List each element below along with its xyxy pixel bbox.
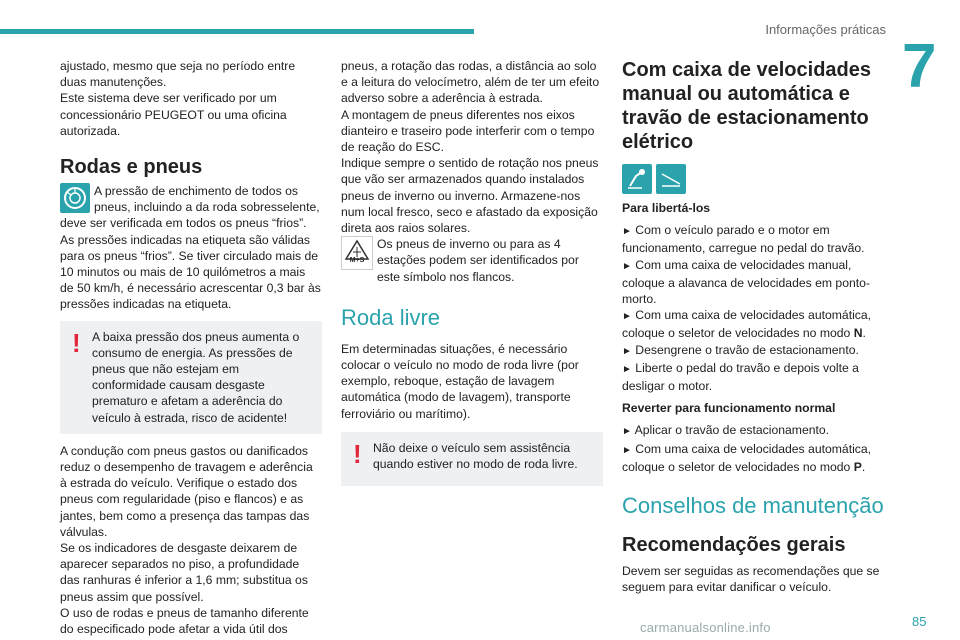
snowflake-mountain-icon [341, 236, 373, 270]
warning-text: A baixa pressão dos pneus aumenta o consumo de energia. As pressões de pneus que não estejam em conformidade causam desgaste prematuro e afetam a aderência do veículo à estrada, risco de acidente! [92, 329, 300, 425]
step-text: Aplicar o travão de estacionamento. [634, 423, 830, 438]
tire-pressure-icon [60, 183, 90, 213]
winter-tire-text: Os pneus de inverno ou para as 4 estações podem ser identificados por este símbolo nos flancos. [377, 237, 579, 284]
step [622, 257, 886, 308]
steps-list [622, 222, 886, 394]
column-1 [60, 58, 322, 637]
section-heading: Conselhos de manutenção [622, 493, 884, 519]
paragraph: As pressões indicadas na etiqueta são válidas para os pneus “frios”. Se tiver circulado mais de 10 minutos ou mais de 10 quilómetros a mais de 50 km/h, é necessário acrescentar 0,3 bar às pressões indicadas na etiqueta. [60, 232, 321, 312]
paragraph: A montagem de pneus diferentes nos eixos dianteiro e traseiro pode interferir com o tempo de reação do ESC. [341, 107, 595, 155]
warning-box [341, 432, 603, 486]
icon-row [622, 164, 886, 194]
paragraph: Indique sempre o sentido de rotação nos pneus que vão ser armazenados quando instalados pneus de inverno ou inverno. Armazene-nos num local fresco, seco e afastado da exposição direta aos raios solares. [341, 156, 599, 236]
step [622, 222, 886, 256]
section-heading: Recomendações gerais [622, 534, 846, 557]
warning-icon: ! [72, 327, 81, 358]
section-heading: Com caixa de velocidades manual ou automática e travão de estacionamento elétrico [622, 59, 872, 153]
arrow-icon: ► [622, 260, 632, 272]
step-text: Com uma caixa de velocidades manual, coloque a alavanca de velocidades em ponto-morto. [622, 257, 870, 307]
page-number: 85 [912, 614, 927, 629]
paragraph: Se os indicadores de desgaste deixarem de aparecer separados no piso, a profundidade das ranhuras é inferior a 1,6 mm; substitua os pneus assim que possível. [60, 541, 308, 604]
header-bar [0, 29, 474, 34]
parking-brake-icon [656, 164, 686, 194]
step [622, 342, 886, 360]
mode-letter: N [853, 326, 863, 341]
intro-paragraph: ajustado, mesmo que seja no período entre duas manutenções. [60, 59, 296, 90]
watermark: carmanualsonline.info [640, 620, 771, 635]
section-title: Informações práticas [765, 22, 886, 37]
warning-icon: ! [353, 438, 362, 469]
step-text: Com uma caixa de velocidades automática, coloque o seletor de velocidades no modo [622, 441, 872, 474]
paragraph: A condução com pneus gastos ou danificados reduz o desempenho de travagem e aderência à estrada do veículo. Verifique o estado dos pneus com regularidade (piso e flancos) e as jantes, bem como a presença das tampas das válvulas. [60, 443, 313, 539]
arrow-icon: ► [622, 345, 632, 357]
column-2 [341, 58, 603, 486]
subheading: Reverter para funcionamento normal [622, 401, 836, 416]
paragraph: O uso de rodas e pneus de tamanho diferente do especificado pode afetar a vida útil dos [60, 605, 309, 637]
step [622, 441, 886, 475]
subheading: Para libertá-los [622, 201, 711, 215]
arrow-icon: ► [622, 363, 632, 375]
ms-label: M+S [349, 257, 365, 265]
paragraph: pneus, a rotação das rodas, a distância ao solo e a leitura do velocímetro, além de ter um efeito adverso sobre a aderência à estrada. [341, 59, 600, 106]
paragraph [60, 183, 322, 232]
warning-box [60, 321, 322, 434]
arrow-icon: ► [622, 311, 632, 323]
paragraph: Devem ser seguidas as recomendações que se seguem para evitar danificar o veículo. [622, 564, 880, 595]
arrow-icon: ► [622, 426, 632, 438]
tire-pressure-text: A pressão de enchimento de todos os pneus, incluindo a da roda sobresselente, deve ser verificada em todos os pneus “frios”. [60, 184, 320, 231]
section-heading: Rodas e pneus [60, 156, 203, 179]
column-3 [622, 58, 886, 595]
paragraph [341, 236, 603, 285]
intro-paragraph: Este sistema deve ser verificado por um concessionário PEUGEOT ou uma oficina autorizada. [60, 91, 287, 138]
gear-hand-icon [622, 164, 652, 194]
warning-text: Não deixe o veículo sem assistência quando estiver no modo de roda livre. [373, 440, 578, 472]
arrow-icon: ► [622, 444, 632, 456]
chapter-number: 7 [902, 32, 937, 101]
step-text: Liberte o pedal do travão e depois volte a desligar o motor. [622, 360, 859, 394]
paragraph: Em determinadas situações, é necessário colocar o veículo no modo de roda livre (por exemplo, reboque, estação de lavagem automática (modo de lavagem), transporte ferroviário ou marítimo). [341, 341, 579, 421]
step-tail: . [861, 459, 866, 474]
step-text: Com o veículo parado e o motor em funcionamento, carregue no pedal do travão. [622, 223, 865, 256]
arrow-icon: ► [622, 226, 632, 238]
step-text: Desengrene o travão de estacionamento. [635, 342, 859, 357]
mode-letter: P [853, 459, 862, 474]
step-tail: . [862, 326, 866, 341]
steps-list [622, 422, 886, 475]
step-text: Com uma caixa de velocidades automática, coloque o seletor de velocidades no modo [622, 308, 872, 341]
step [622, 307, 886, 341]
section-heading: Roda livre [341, 304, 441, 330]
step [622, 422, 886, 440]
step [622, 360, 886, 394]
